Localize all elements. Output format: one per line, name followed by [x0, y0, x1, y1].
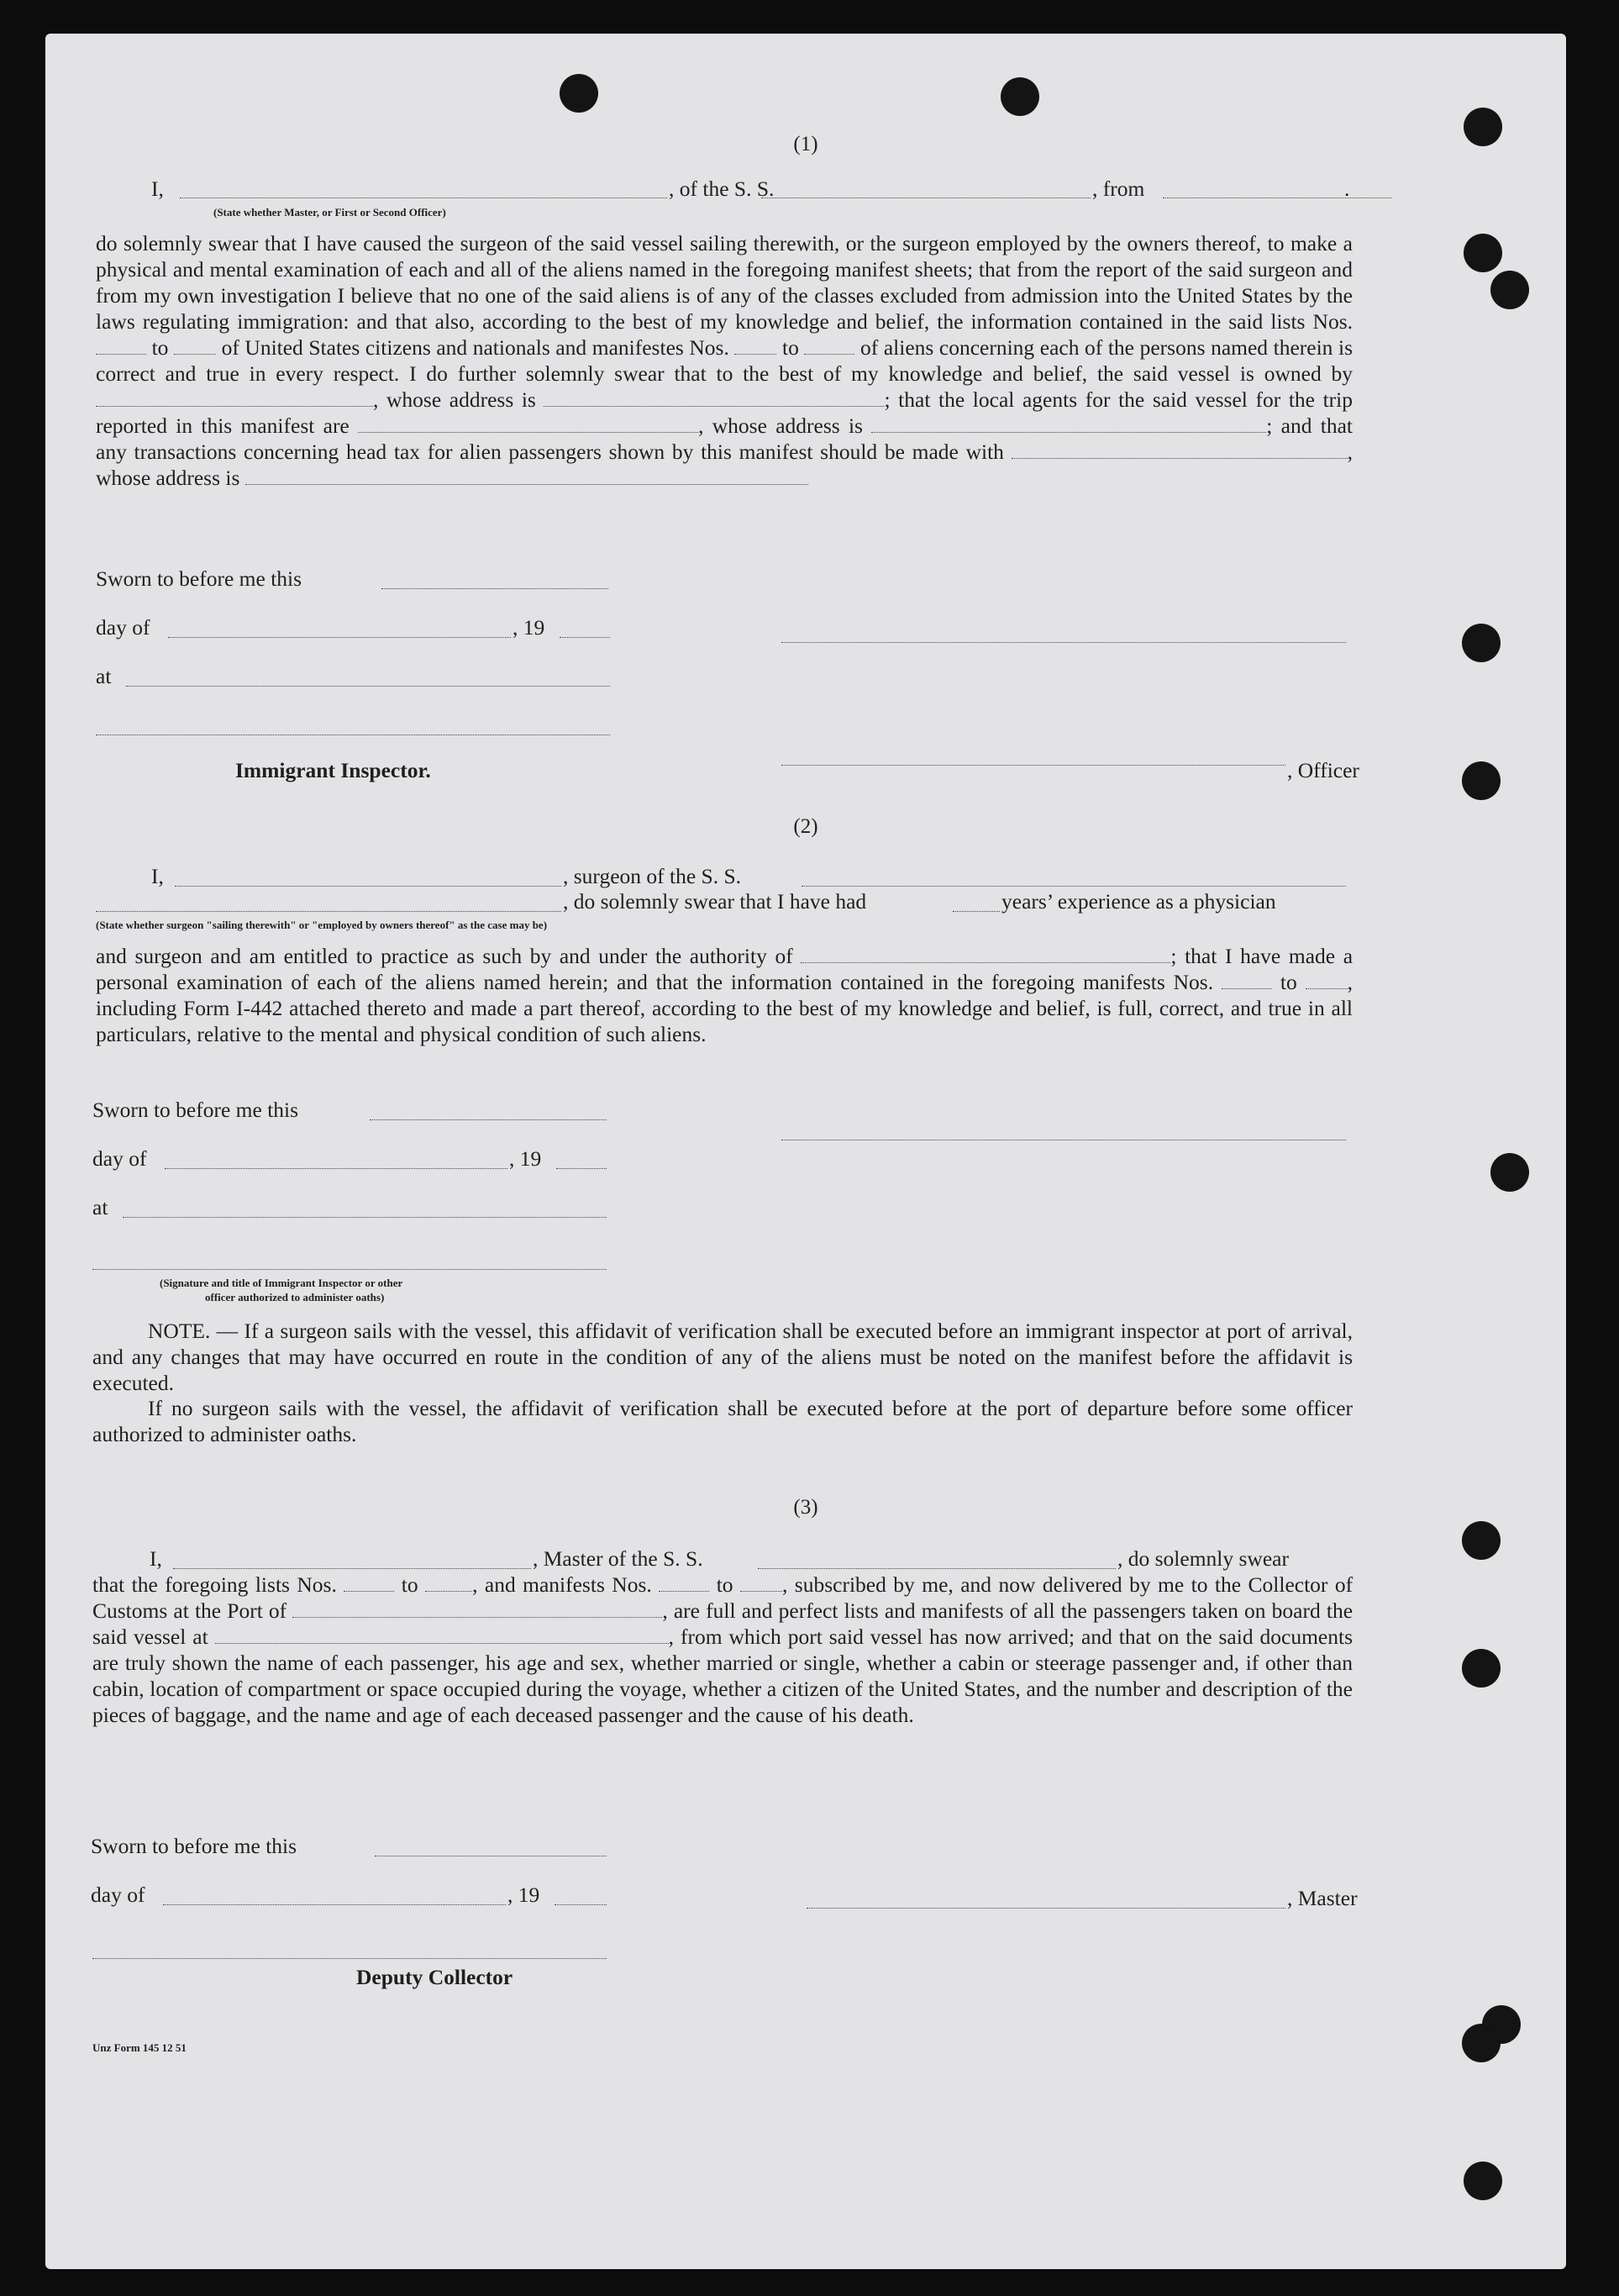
- s1-agents-field[interactable]: [358, 415, 698, 433]
- s2-swear-label: , do solemnly swear that I have had: [563, 889, 867, 914]
- s1-manifests-from-field[interactable]: [734, 337, 776, 355]
- s2-year-field[interactable]: [556, 1168, 607, 1169]
- s3-affidavit-text: that the foregoing lists Nos. to , and manifests Nos. to , subscribed by me, and now delivered by me to the Collector of Customs at the Port of , are full and perfect lists and manifests of all the passengers taken on board the said vessel at , from which port said vessel has now arrived; and that on the said documents are truly shown the name of each passenger, his age and sex, whether married or single, whether a cabin or steerage passenger and, if other than cabin, location of compartment or space occupied during the voyage, whether a citizen of the United States, and the number and description of the pieces of baggage, and the name and age of each deceased passenger and the cause of his death.: [92, 1572, 1354, 1727]
- s2-surgeon-status-field[interactable]: [96, 911, 561, 912]
- s1-officer-signature-field[interactable]: [781, 765, 1285, 766]
- s2-authority-field[interactable]: [801, 945, 1170, 963]
- s2-officer-signature-field[interactable]: [92, 1269, 607, 1270]
- s1-day-field[interactable]: [168, 637, 511, 638]
- s3-day-label: day of: [91, 1883, 145, 1907]
- s3-year-field[interactable]: [555, 1904, 607, 1905]
- s2-note-paragraph: NOTE. — If a surgeon sails with the vessel, this affidavit of verification shall be executed before an immigrant inspector at port of arrival, and any changes that may have occurred en route in the condition of any of the aliens must be noted on the manifest before the affidavit is executed.: [92, 1319, 1353, 1395]
- s3-year-label: , 19: [507, 1883, 540, 1907]
- punch-hole: [1462, 624, 1501, 662]
- s3-swear-label: , do solemnly swear: [1117, 1546, 1289, 1571]
- s2-affidavit-text: and surgeon and am entitled to practice as such by and under the authority of ; that I have made a personal examination of each of the aliens named herein; and that the information contained in the foregoing manifests Nos. to , including Form I-442 attached thereto and made a part thereof, according to the best of my knowledge and belief, is full, correct, and true in all particulars, relative to the mental and physical condition of such aliens.: [96, 944, 1354, 1046]
- s1-vessel-field[interactable]: [761, 197, 1091, 198]
- s2-signature-note-line1: (Signature and title of Immigrant Inspector or other: [160, 1277, 403, 1289]
- section-3-number: (3): [793, 1496, 818, 1519]
- punch-hole: [1462, 1521, 1501, 1560]
- punch-hole: [1462, 761, 1501, 800]
- s1-year-field[interactable]: [560, 637, 610, 638]
- s1-officer-field[interactable]: [180, 197, 667, 198]
- s3-i-label: I,: [150, 1546, 162, 1571]
- s1-inspector-label: Immigrant Inspector.: [235, 758, 431, 782]
- s1-sworn-label: Sworn to before me this: [96, 566, 302, 591]
- s1-of-ss-label: , of the S. S.: [669, 176, 775, 201]
- s1-agents-address-field[interactable]: [871, 415, 1266, 433]
- s1-lists-to-field[interactable]: [174, 337, 216, 355]
- s1-at-label: at: [96, 664, 112, 688]
- s2-manifests-from-field[interactable]: [1222, 972, 1272, 989]
- s2-at-field[interactable]: [123, 1217, 607, 1218]
- s2-manifests-to-field[interactable]: [1306, 972, 1348, 989]
- s3-deputy-signature-field[interactable]: [92, 1958, 607, 1959]
- manifest-affidavit-page: [45, 34, 1566, 2269]
- punch-hole: [1464, 234, 1502, 272]
- s2-year-label: , 19: [509, 1146, 542, 1171]
- s2-sworn-label: Sworn to before me this: [92, 1098, 299, 1122]
- s2-day-label: day of: [92, 1146, 147, 1171]
- s1-owner-address-field[interactable]: [544, 389, 884, 407]
- s1-day-label: day of: [96, 615, 150, 640]
- section-1-number: (1): [793, 133, 818, 155]
- s3-manifests-to-field[interactable]: [740, 1574, 782, 1592]
- s3-deputy-label: Deputy Collector: [356, 1965, 513, 1989]
- s2-at-label: at: [92, 1195, 108, 1219]
- s3-port-field[interactable]: [292, 1600, 662, 1618]
- punch-hole: [1001, 77, 1039, 116]
- s3-sworn-label: Sworn to before me this: [91, 1834, 297, 1858]
- s1-officer-label: , Officer: [1287, 758, 1359, 782]
- s1-manifests-to-field[interactable]: [804, 337, 854, 355]
- s1-signature-field[interactable]: [781, 642, 1346, 643]
- s2-day-field[interactable]: [165, 1168, 507, 1169]
- s3-lists-from-field[interactable]: [344, 1574, 394, 1592]
- punch-hole: [1462, 1649, 1501, 1688]
- s1-from-label: , from: [1092, 176, 1145, 201]
- s3-lists-to-field[interactable]: [425, 1574, 472, 1592]
- punch-hole: [1462, 2024, 1501, 2062]
- form-id: Unz Form 145 12 51: [92, 2041, 187, 2054]
- s3-embark-port-field[interactable]: [215, 1626, 669, 1644]
- s3-manifests-from-field[interactable]: [659, 1574, 709, 1592]
- s2-vessel-field[interactable]: [802, 886, 1346, 887]
- s2-sworn-field[interactable]: [370, 1119, 607, 1120]
- s1-at-field[interactable]: [126, 686, 610, 687]
- s3-day-field[interactable]: [163, 1904, 506, 1905]
- s1-owner-field[interactable]: [96, 389, 373, 407]
- punch-hole: [1490, 271, 1529, 309]
- s2-i-label: I,: [151, 864, 164, 888]
- s1-head-tax-address-field[interactable]: [245, 467, 808, 485]
- s1-from-field[interactable]: [1163, 197, 1391, 198]
- s3-vessel-field[interactable]: [758, 1568, 1116, 1569]
- s3-master-name-field[interactable]: [173, 1568, 531, 1569]
- s1-sworn-field[interactable]: [381, 588, 608, 589]
- s2-years-label: years’ experience as a physician: [1001, 889, 1276, 914]
- s3-master-label: , Master: [1287, 1886, 1358, 1910]
- s1-period: .: [1344, 176, 1350, 201]
- punch-hole: [1464, 2162, 1502, 2200]
- s2-note-paragraph-2: If no surgeon sails with the vessel, the affidavit of verification shall be executed before at the port of departure before some officer authorized to administer oaths.: [92, 1396, 1353, 1446]
- s1-lists-from-field[interactable]: [96, 337, 146, 355]
- section-2-number: (2): [793, 815, 818, 838]
- s1-affidavit-text: do solemnly swear that I have caused the surgeon of the said vessel sailing therewith, or the surgeon employed by the owners thereof, to make a physical and mental examination of each and all of the aliens named in the foregoing manifest sheets; that from the report of the said surgeon and from my own investigation I believe that no one of the said aliens is of any of the classes excluded from admission into the United States by the laws regulating immigration: and that also, according to the best of my knowledge and belief, the information contained in the said lists Nos. to of United States citizens and nationals and manifestes Nos. to of aliens concerning each of the persons named therein is correct and true in every respect. I do further solemnly swear that to the best of my knowledge and belief, the said vessel is owned by , whose address is ; that the local agents for the said vessel for the trip reported in this manifest are , whose address is ; and that any transactions concerning head tax for alien passengers shown by this manifest should be made with , whose address is: [96, 231, 1354, 490]
- punch-hole: [560, 74, 598, 113]
- s2-signature-note-line2: officer authorized to administer oaths): [205, 1291, 385, 1303]
- s3-master-of-label: , Master of the S. S.: [533, 1546, 703, 1571]
- s2-surgeon-of-label: , surgeon of the S. S.: [563, 864, 742, 888]
- punch-hole: [1490, 1153, 1529, 1192]
- s2-surgeon-note: (State whether surgeon "sailing therewith" or "employed by owners thereof" as the case may be): [96, 919, 548, 931]
- s1-i-label: I,: [151, 176, 164, 201]
- s1-year-label: , 19: [513, 615, 545, 640]
- s3-master-signature-field[interactable]: [807, 1908, 1285, 1909]
- s1-head-tax-field[interactable]: [1012, 441, 1348, 459]
- s1-officer-note: (State whether Master, or First or Second Officer): [213, 206, 446, 219]
- s2-surgeon-name-field[interactable]: [175, 886, 561, 887]
- s2-years-field[interactable]: [953, 911, 1000, 912]
